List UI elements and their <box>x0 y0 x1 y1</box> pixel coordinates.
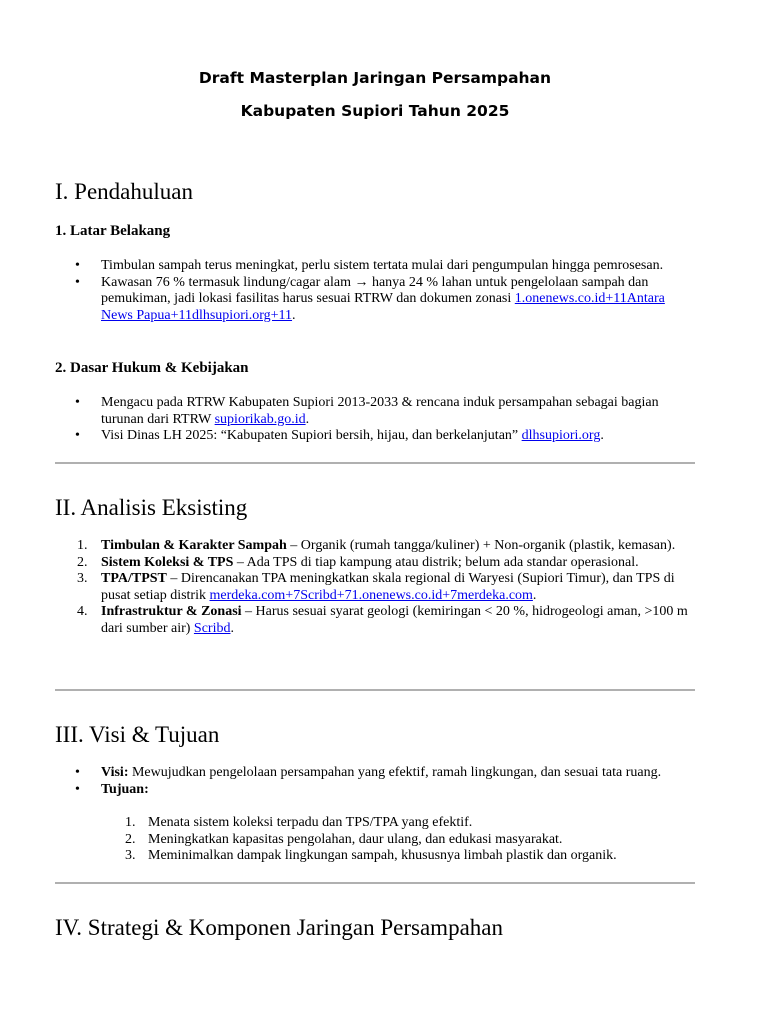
list-item-tujuan <box>55 782 695 799</box>
list-item-punct: . <box>600 428 604 444</box>
document-title-line-1: Draft Masterplan Jaringan Persampahan <box>198 69 552 87</box>
bullet-icon: • <box>75 274 80 290</box>
list-item-text: Meningkatkan kapasitas pengolahan, daur ulang, dan edukasi masyarakat. <box>148 831 563 847</box>
list-item-title: TPA/TPST <box>101 571 167 587</box>
source-link[interactable]: dlhsupiori.org <box>521 428 601 444</box>
document-title-line-2: Kabupaten Supiori Tahun 2025 <box>240 102 510 120</box>
list-item-text: Meminimalkan dampak lingkungan sampah, khususnya limbah plastik dan organik. <box>148 848 617 864</box>
source-link[interactable]: merdeka.com+7Scribd+71.onenews.co.id+7merdeka.com <box>209 587 533 603</box>
list-item <box>55 538 695 555</box>
list-item <box>55 555 695 572</box>
subheading-dasar-hukum: 2. Dasar Hukum & Kebijakan <box>55 360 249 376</box>
bullet-icon: • <box>75 428 80 444</box>
tujuan-list <box>55 815 695 865</box>
section-heading-strategi: IV. Strategi & Komponen Jaringan Persampahan <box>55 915 503 940</box>
list-item-text: Mengacu pada RTRW Kabupaten Supiori 2013-2033 & rencana induk persampahan sebagai bagian turunan dari RTRW <box>101 395 659 427</box>
list-item <box>55 395 695 428</box>
section-heading-pendahuluan: I. Pendahuluan <box>55 179 193 204</box>
list-item-title: Infrastruktur & Zonasi <box>101 604 242 620</box>
list-item-title: Sistem Koleksi & TPS <box>101 554 234 570</box>
list-item-punct: . <box>305 411 310 427</box>
list-item <box>55 848 695 865</box>
list-number: 2. <box>77 554 88 570</box>
list-item <box>55 428 695 445</box>
list-number: 4. <box>77 604 88 620</box>
section-divider <box>55 882 695 884</box>
section-divider <box>55 462 695 464</box>
list-item <box>55 604 695 637</box>
subheading-latar-belakang: 1. Latar Belakang <box>55 223 171 239</box>
list-item-text: Visi Dinas LH 2025: “Kabupaten Supiori bersih, hijau, dan berkelanjutan” <box>101 428 522 444</box>
list-item-text: Menata sistem koleksi terpadu dan TPS/TPA yang efektif. <box>148 815 473 830</box>
bullet-icon: • <box>75 781 80 797</box>
source-link[interactable]: Scribd <box>193 620 231 636</box>
list-item-visi <box>55 765 695 782</box>
list-item <box>55 258 695 275</box>
source-link[interactable]: supiorikab.go.id <box>214 411 306 427</box>
list-item-text: – Harus sesuai syarat geologi (kemiringan < 20 %, hidrogeologi aman, >100 m dari sumber air) <box>101 604 688 636</box>
list-item <box>55 275 695 325</box>
visi-tujuan-list <box>55 765 695 798</box>
list-item-text: – Organik (rumah tangga/kuliner) + Non-organik (plastik, kemasan). <box>286 538 676 553</box>
visi-label: Visi: <box>101 765 129 780</box>
bullet-icon: • <box>75 765 80 780</box>
section-divider <box>55 689 695 691</box>
list-item-text: – Ada TPS di tiap kampung atau distrik; belum ada standar operasional. <box>233 554 639 570</box>
analisis-list <box>55 538 695 638</box>
list-item-text: Timbulan sampah terus meningkat, perlu sistem tertata mulai dari pengumpulan hingga pemrosesan. <box>101 258 664 273</box>
source-link[interactable]: 1.onenews.co.id+11Antara News Papua+11dlhsupiori.org+11 <box>101 291 665 323</box>
list-item-punct: . <box>532 587 537 603</box>
list-number: 3. <box>125 848 136 864</box>
list-item <box>55 832 695 849</box>
list-item-punct: . <box>230 620 234 636</box>
list-number: 1. <box>125 815 136 830</box>
tujuan-label: Tujuan: <box>101 781 149 797</box>
list-item-text: – Direncanakan TPA meningkatkan skala regional di Waryesi (Supiori Timur), dan TPS di pusat setiap distrik <box>101 571 675 603</box>
bullet-icon: • <box>75 258 80 273</box>
section-heading-visi-tujuan: III. Visi & Tujuan <box>55 722 220 747</box>
list-item <box>55 815 695 832</box>
dasar-hukum-list <box>55 395 695 445</box>
list-number: 3. <box>77 571 88 587</box>
latar-belakang-list <box>55 258 695 324</box>
list-item-text: Kawasan 76 % termasuk lindung/cagar alam → hanya 24 % lahan untuk pengelolaan sampah dan pemukiman, jadi lokasi fasilitas harus sesuai RTRW dan dokumen zonasi <box>101 274 649 307</box>
list-number: 2. <box>125 831 136 847</box>
list-item-title: Timbulan & Karakter Sampah <box>101 538 287 553</box>
section-heading-analisis: II. Analisis Eksisting <box>55 495 248 520</box>
list-item <box>55 571 695 604</box>
list-item-punct: . <box>292 307 296 323</box>
list-number: 1. <box>77 538 88 553</box>
bullet-icon: • <box>75 395 80 410</box>
visi-text: Mewujudkan pengelolaan persampahan yang efektif, ramah lingkungan, dan sesuai tata ruang. <box>128 765 662 780</box>
